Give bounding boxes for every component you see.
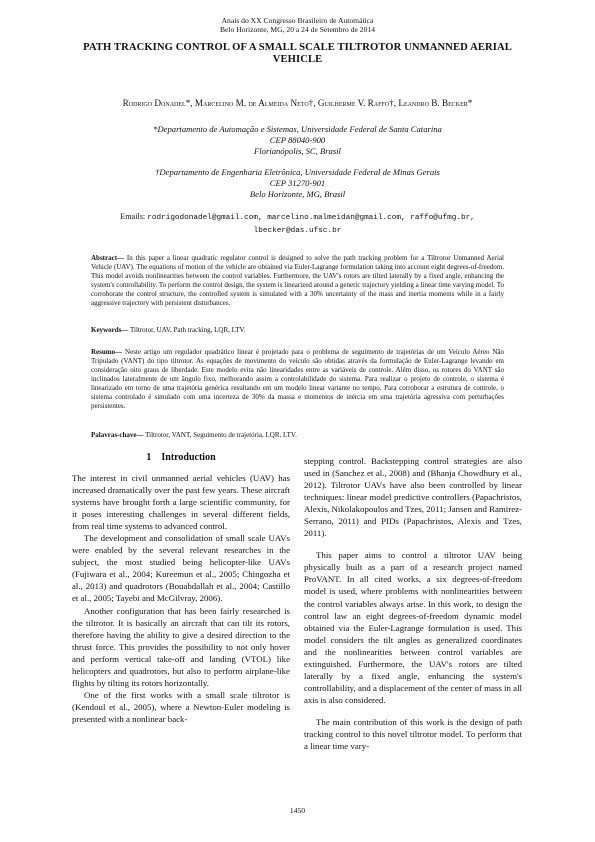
affiliation-ufmg-city: Belo Horizonte, MG, Brasil <box>249 189 346 199</box>
conference-name: Anais do XX Congresso Brasileiro de Automática <box>221 16 374 25</box>
left-column <box>72 472 290 725</box>
affiliation-ufsc-city: Florianópolis, SC, Brasil <box>254 146 341 156</box>
keywords <box>91 326 504 335</box>
palavras-text: Tiltrotor, VANT, Seguimento de trajetória, LQR, LTV. <box>145 431 297 439</box>
email-list-line2[interactable]: lbecker@das.ufsc.br <box>253 227 342 235</box>
keywords-label: Keywords— <box>91 326 129 334</box>
abstract-label: Abstract— <box>91 254 125 262</box>
affiliation-ufsc <box>62 124 533 157</box>
resumo <box>91 348 504 411</box>
conference-location: Belo Horizonte, MG, 20 a 24 de Setembro de 2014 <box>219 25 375 34</box>
intro-paragraph-6: This paper aims to control a tiltrotor UAV being physically built as a part of a research project named ProVANT. In all cited works, a six degrees-of-freedom model is used, where problems with nonlinearities between the control variables always arise. In this work, to design the control law an eight degrees-of-freedom dynamic model obtained via the Euler-Lagrange formulation is used. This model considers the tilt angles as generalized coordinates and the nonlinearities between control variables are extinguished. Furthermore, the UAV's rotors are tilted laterally by a fixed angle, enhancing the system's controllability, and a displacement of the center of mass in all axis is also considered. <box>304 550 522 705</box>
right-column <box>304 455 522 752</box>
intro-paragraph-2: The development and consolidation of small scale UAVs were enabled by the several relevant researches in the subject, the most studied being helicopter-like UAVs (Fujiwara et al., 2004; Kureemun et al., 2005; Chingozha et al., 2013) and quadrotors (Bouabdallah et al., 2004; Castillo et al., 2005; Tayebi and McGilvray, 2006). <box>72 533 290 604</box>
abstract-text: In this paper a linear quadratic regulator control is designed to solve the path tracking problem for a Tiltrotor Unmanned Aerial Vehicle (UAV). The equations of motion of the vehicle are obtained via Euler-Lagrange formulation taking into account eight degrees-of-freedom. This model avoids nonlinearities between the control variables. Furthermore, the UAV's rotors are tilted laterally by a fixed angle, enhancing the system's controllability. To perform the control design, the system is linearized around a generic trajectory yielding a linear time varying model. To corroborate the control structure, the controlled system is simulated with a 30% uncertainty of the mass and inertia moments while in a fairly aggressive trajectory with persistent disturbances. <box>91 254 504 308</box>
intro-paragraph-1: The interest in civil unmanned aerial vehicles (UAV) has increased dramatically over the past few years. These aircraft systems have brought forth a large scientific community, for it poses interesting challenges in several different fields, from real time systems to advanced control. <box>72 473 290 532</box>
conference-header <box>0 16 595 34</box>
affiliation-ufmg <box>62 167 533 200</box>
palavras-label: Palavras-chave— <box>91 431 144 439</box>
email-list-line1[interactable]: rodrigodonadel@gmail.com, marcelino.malmeidan@gmail.com, raffo@ufmg.br, <box>147 214 475 222</box>
email-block <box>62 211 533 237</box>
resumo-label: Resumo— <box>91 348 123 356</box>
abstract <box>91 254 504 308</box>
palavras-chave <box>91 431 504 440</box>
affiliation-ufmg-cep: CEP 31270-901 <box>269 178 326 188</box>
intro-paragraph-5: stepping control. Backstepping control strategies are also used in (Sanchez et al., 2008) and (Bhanja Chowdhury et al., 2012). Tiltrotor UAVs have also been controlled by linear techniques: linear model predictive controllers (Papachristos, Alexis, Nikolakopoulos and Tzes, 2011; Jansen and Ramirez-Serrano, 2011) and PIDs (Papachristos, Alexis and Tzes, 2011). <box>304 456 522 539</box>
affiliation-ufsc-dept: *Departamento de Automação e Sistemas, Universidade Federal de Santa Catarina <box>153 124 442 134</box>
affiliation-ufmg-dept: †Departamento de Engenharia Eletrônica, Universidade Federal de Minas Gerais <box>155 167 440 177</box>
email-label: Emails: <box>120 212 146 221</box>
page-number: 1450 <box>289 806 306 815</box>
intro-paragraph-4: One of the first works with a small scale tiltrotor is (Kendoul et al., 2005), where a Newton-Euler modeling is presented with a nonlinear back- <box>72 689 290 724</box>
intro-paragraph-3: Another configuration that has been fairly researched is the tiltrotor. It is basically an aircraft that can tilt its rotors, therefore having the ability to give a desired direction to the thrust force. This provides the possibility to not only hover and perform vertical take-off and landing (VTOL) like helicopters and quadrotors, but also to perform airplane-like flights by tilting its rotors horizontally. <box>72 605 290 688</box>
intro-paragraph-7: The main contribution of this work is the design of path tracking control to this novel tiltrotor model. To perform that a linear time vary- <box>304 716 522 752</box>
resumo-text: Neste artigo um regulador quadrático linear é projetado para o problema de seguimento de trajetórias de um Veículo Aéreo Não Tripulado (VANT) do tipo tiltrotor. As equações de movimento do veículo são obtidas através da formulação de Euler-Lagrange levando em consideração oito graus de liberdade. Este modelo evita não linearidades entre as variáveis de controle. Além disso, os rotores do VANT são inclinados lateralmente de um ângulo fixo, melhorando assim a controlabilidade do sistema. Para realizar o projeto de controle, o sistema é linearizado em torno de uma trajetória genérica resultando em um modelo linear variante no tempo. Para corroborar a estrutura de controle, o sistema controlado é simulado com uma incerteza de 30% da massa e momentos de inércia em uma trajetória agressiva com perturbações persistentes. <box>91 348 505 411</box>
author-list: Rodrigo Donadel*, Marcelino M. de Almeida Neto†, Guilherme V. Raffo†, Leandro B. Becker* <box>122 98 473 108</box>
keywords-text: Tiltrotor, UAV, Path tracking, LQR, LTV. <box>129 326 246 334</box>
section-heading-introduction: 1 Introduction <box>146 452 216 463</box>
affiliation-ufsc-cep: CEP 88040-900 <box>269 135 326 145</box>
paper-title: PATH TRACKING CONTROL OF A SMALL SCALE TILTROTOR UNMANNED AERIAL VEHICLE <box>83 42 512 65</box>
